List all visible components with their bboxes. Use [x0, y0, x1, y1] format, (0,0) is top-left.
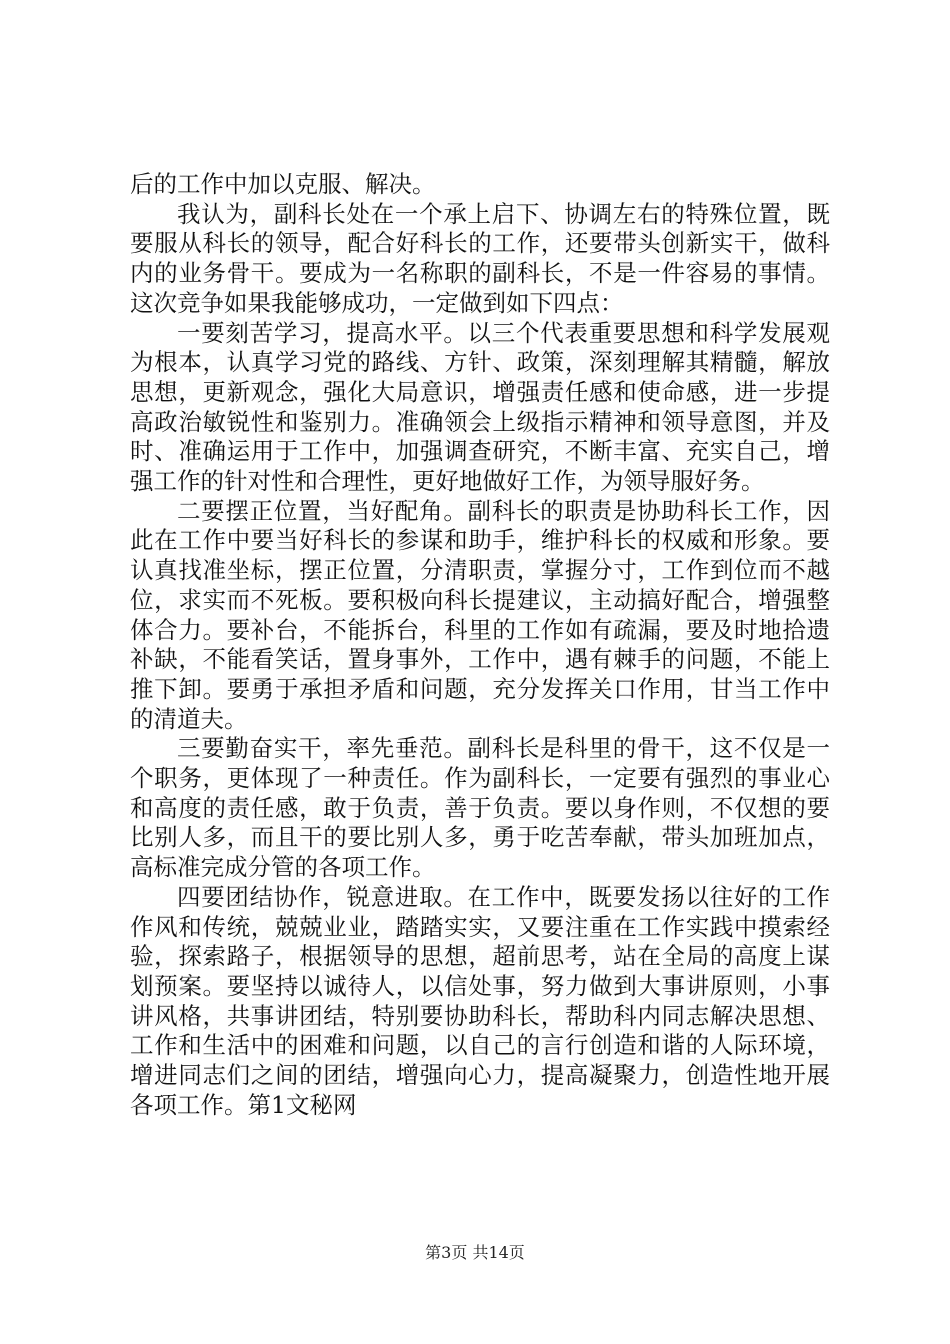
document-body	[130, 170, 830, 1121]
paragraph-point-one: 一要刻苦学习，提高水平。以三个代表重要思想和科学发展观为根本，认真学习党的路线、方针、政策，深刻理解其精髓，解放思想，更新观念，强化大局意识，增强责任感和使命感，进一步提高政治敏锐性和鉴别力。准确领会上级指示精神和领导意图，并及时、准确运用于工作中，加强调查研究，不断丰富、充实自己，增强工作的针对性和合理性，更好地做好工作，为领导服好务。	[130, 318, 830, 496]
paragraph-point-two: 二要摆正位置，当好配角。副科长的职责是协助科长工作，因此在工作中要当好科长的参谋和助手，维护科长的权威和形象。要认真找准坐标，摆正位置，分清职责，掌握分寸，工作到位而不越位，求实而不死板。要积极向科长提建议，主动搞好配合，增强整体合力。要补台，不能拆台，科里的工作如有疏漏，要及时地拾遗补缺，不能看笑话，置身事外，工作中，遇有棘手的问题，不能上推下卸。要勇于承担矛盾和问题，充分发挥关口作用，甘当工作中的清道夫。	[130, 496, 830, 733]
page-number-footer: 第3页 共14页	[425, 1243, 525, 1262]
paragraph-intro: 我认为，副科长处在一个承上启下、协调左右的特殊位置，既要服从科长的领导，配合好科长的工作，还要带头创新实干，做科内的业务骨干。要成为一名称职的副科长，不是一件容易的事情。这次竞争如果我能够成功，一定做到如下四点：	[130, 199, 830, 317]
paragraph-continuation: 后的工作中加以克服、解决。	[130, 170, 436, 198]
paragraph-point-three: 三要勤奋实干，率先垂范。副科长是科里的骨干，这不仅是一个职务，更体现了一种责任。作为副科长，一定要有强烈的事业心和高度的责任感，敢于负责，善于负责。要以身作则，不仅想的要比别人多，而且干的要比别人多，勇于吃苦奉献，带头加班加点，高标准完成分管的各项工作。	[130, 734, 830, 882]
paragraph-point-four: 四要团结协作，锐意进取。在工作中，既要发扬以往好的工作作风和传统，兢兢业业，踏踏实实，又要注重在工作实践中摸索经验，探索路子，根据领导的思想，超前思考，站在全局的高度上谋划预案。要坚持以诚待人，以信处事，努力做到大事讲原则，小事讲风格，共事讲团结，特别要协助科长，帮助科内同志解决思想、工作和生活中的困难和问题，以自己的言行创造和谐的人际环境，增进同志们之间的团结，增强向心力，提高凝聚力，创造性地开展各项工作。第1文秘网	[130, 882, 830, 1119]
